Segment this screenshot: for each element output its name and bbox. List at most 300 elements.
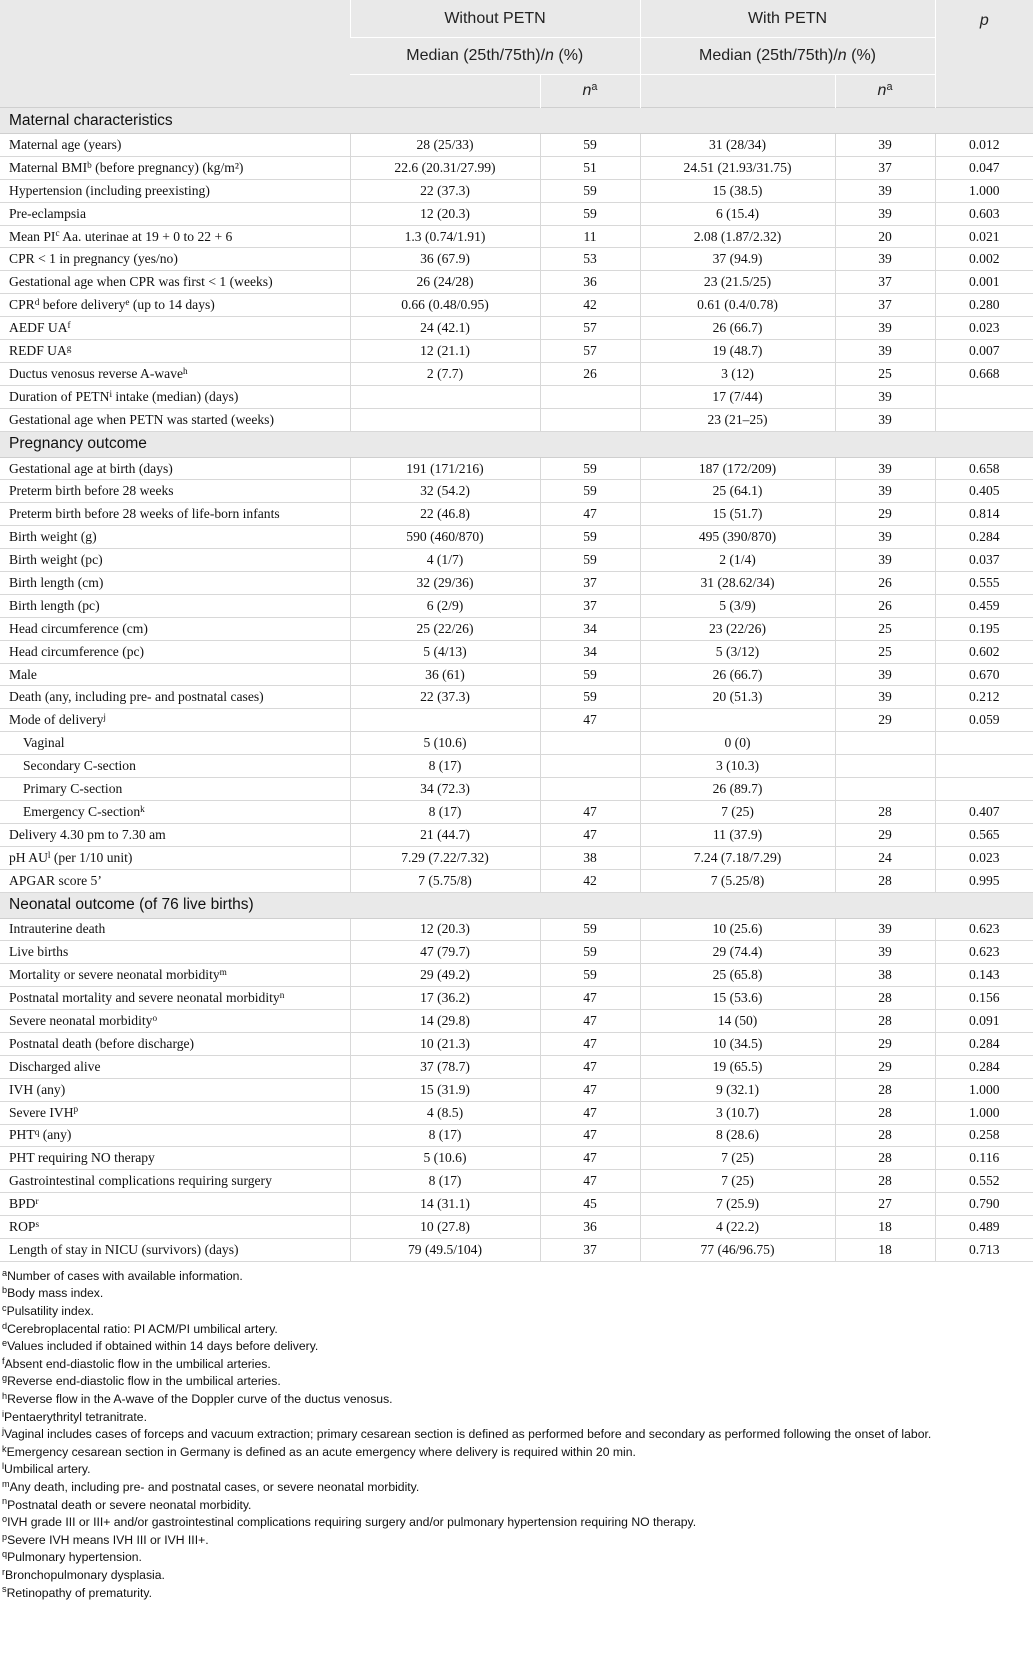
cell-with-n: 25 — [835, 362, 935, 385]
footnote-marker: n — [2, 1496, 8, 1507]
cell-without-median: 5 (10.6) — [350, 732, 540, 755]
cell-p-value: 0.668 — [935, 362, 1033, 385]
cell-with-median: 7 (25.9) — [640, 1193, 835, 1216]
row-label-text: Postnatal mortality and severe neonatal morbidity — [9, 990, 280, 1006]
row-label — [0, 1193, 350, 1216]
footnote-text: Body mass index. — [7, 1286, 104, 1301]
table-row — [0, 526, 1033, 549]
footnote-marker: r — [35, 1195, 39, 1206]
cell-p-value: 0.489 — [935, 1216, 1033, 1239]
footnote — [2, 1356, 1033, 1374]
cell-with-n: 39 — [835, 480, 935, 503]
row-label-text: Maternal age (years) — [9, 136, 122, 152]
cell-with-median: 8 (28.6) — [640, 1124, 835, 1147]
table-row — [0, 294, 1033, 317]
row-label-text: intake (median) (days) — [112, 388, 239, 404]
footnote-text: Cerebroplacental ratio: PI ACM/PI umbilical artery. — [7, 1321, 278, 1336]
footnote-text: Number of cases with available information. — [7, 1268, 243, 1283]
row-label-text: ROP — [9, 1219, 36, 1235]
cell-without-median: 22 (37.3) — [350, 686, 540, 709]
row-label-text: (before pregnancy) (kg/m²) — [91, 159, 244, 175]
row-label — [0, 941, 350, 964]
cell-with-n: 39 — [835, 526, 935, 549]
cell-p-value: 0.407 — [935, 800, 1033, 823]
row-label — [0, 317, 350, 340]
cell-without-n — [540, 408, 640, 431]
cell-with-median: 20 (51.3) — [640, 686, 835, 709]
row-label — [0, 617, 350, 640]
cell-p-value: 0.007 — [935, 340, 1033, 363]
section-title: Maternal characteristics — [0, 108, 1033, 134]
cell-without-n: 59 — [540, 663, 640, 686]
cell-without-n: 47 — [540, 1055, 640, 1078]
cell-without-median — [350, 709, 540, 732]
cell-p-value: 0.212 — [935, 686, 1033, 709]
header-median-label-without: Median (25th/75th)/n (%) — [350, 38, 640, 75]
cell-with-median: 495 (390/870) — [640, 526, 835, 549]
footnote-marker: h — [2, 1390, 8, 1401]
cell-with-n: 39 — [835, 340, 935, 363]
row-label — [0, 156, 350, 179]
footnote-marker: d — [2, 1320, 8, 1331]
row-label-text: Male — [9, 666, 37, 682]
table-row — [0, 317, 1033, 340]
footnote-text: Emergency cesarean section in Germany is defined as an acute emergency where delivery is required within 20 min. — [6, 1444, 636, 1459]
row-label-text: Gestational age at birth (days) — [9, 460, 173, 476]
row-label — [0, 987, 350, 1010]
table-row — [0, 1193, 1033, 1216]
cell-with-median: 7 (25) — [640, 1147, 835, 1170]
cell-with-n: 29 — [835, 1055, 935, 1078]
footnote-text: Vaginal includes cases of forceps and vacuum extraction; primary cesarean section is defined as performed before and secondary as performed following the onset of labor. — [4, 1427, 932, 1442]
table-row — [0, 640, 1033, 663]
table-row — [0, 362, 1033, 385]
footnote — [2, 1268, 1033, 1286]
footnote-marker: f — [2, 1355, 5, 1366]
cell-with-n: 39 — [835, 202, 935, 225]
table-row — [0, 134, 1033, 157]
row-label — [0, 1147, 350, 1170]
header-group-without-petn: Without PETN — [350, 0, 640, 38]
cell-with-median: 31 (28/34) — [640, 134, 835, 157]
cell-p-value: 0.814 — [935, 503, 1033, 526]
cell-p-value: 0.023 — [935, 317, 1033, 340]
cell-p-value: 0.023 — [935, 846, 1033, 869]
row-label — [0, 800, 350, 823]
row-label-text: Mean PI — [9, 228, 56, 244]
footnote — [2, 1461, 1033, 1479]
cell-without-n: 37 — [540, 1238, 640, 1261]
table-row — [0, 1032, 1033, 1055]
footnote-marker: d — [34, 297, 40, 308]
cell-without-median: 8 (17) — [350, 1124, 540, 1147]
footnote-text: Reverse end-diastolic flow in the umbilical arteries. — [7, 1374, 281, 1389]
row-label-text: Maternal BMI — [9, 159, 88, 175]
cell-with-n: 39 — [835, 918, 935, 941]
cell-without-n: 59 — [540, 179, 640, 202]
row-label — [0, 572, 350, 595]
footnote-marker: f — [67, 319, 71, 330]
cell-without-median: 12 (20.3) — [350, 202, 540, 225]
row-label — [0, 686, 350, 709]
cell-without-n: 36 — [540, 271, 640, 294]
footnote-marker: q — [2, 1549, 8, 1560]
footnote-text: Retinopathy of prematurity. — [6, 1585, 152, 1600]
footnote-marker: m — [219, 967, 227, 978]
row-label — [0, 918, 350, 941]
cell-p-value: 0.258 — [935, 1124, 1033, 1147]
cell-p-value: 0.555 — [935, 572, 1033, 595]
row-label-text: Severe IVH — [9, 1104, 74, 1120]
row-label-text: APGAR score 5’ — [9, 872, 102, 888]
table-row — [0, 1124, 1033, 1147]
cell-with-median: 19 (65.5) — [640, 1055, 835, 1078]
row-label — [0, 480, 350, 503]
cell-with-median: 3 (10.3) — [640, 755, 835, 778]
cell-p-value: 0.552 — [935, 1170, 1033, 1193]
footnote-text: Absent end-diastolic flow in the umbilical arteries. — [4, 1356, 271, 1371]
table-row — [0, 1078, 1033, 1101]
footnote — [2, 1497, 1033, 1515]
footnote-marker: p — [2, 1531, 8, 1542]
row-label — [0, 179, 350, 202]
footnote-marker: c — [55, 228, 60, 239]
footnote-text: IVH grade III or III+ and/or gastrointestinal complications requiring surgery and/or pulmonary hypertension requiring NO therapy. — [7, 1515, 697, 1530]
cell-without-n: 59 — [540, 134, 640, 157]
cell-without-median: 32 (29/36) — [350, 572, 540, 595]
cell-without-median: 37 (78.7) — [350, 1055, 540, 1078]
row-label — [0, 1238, 350, 1261]
footnote-marker: e — [125, 297, 130, 308]
table-row — [0, 480, 1033, 503]
row-label-text: Death (any, including pre- and postnatal cases) — [9, 689, 264, 705]
cell-without-median: 29 (49.2) — [350, 964, 540, 987]
cell-without-n: 59 — [540, 549, 640, 572]
cell-without-n: 59 — [540, 480, 640, 503]
table-row — [0, 1147, 1033, 1170]
row-label — [0, 1010, 350, 1033]
row-label-text: pH AU — [9, 849, 48, 865]
cell-p-value: 0.284 — [935, 526, 1033, 549]
header-empty-sub — [640, 75, 835, 108]
cell-with-median: 19 (48.7) — [640, 340, 835, 363]
cell-without-n: 59 — [540, 202, 640, 225]
cell-with-n: 29 — [835, 503, 935, 526]
cell-without-median: 12 (20.3) — [350, 918, 540, 941]
row-label — [0, 594, 350, 617]
row-label-text: Emergency C-section — [23, 803, 141, 819]
table-row — [0, 1170, 1033, 1193]
section-header-row — [0, 431, 1033, 457]
cell-p-value: 0.280 — [935, 294, 1033, 317]
cell-without-median: 12 (21.1) — [350, 340, 540, 363]
cell-without-median: 1.3 (0.74/1.91) — [350, 225, 540, 248]
row-label-text: Gestational age when PETN was started (weeks) — [9, 411, 274, 427]
table-row — [0, 1216, 1033, 1239]
footnote-marker: l — [2, 1461, 5, 1472]
cell-with-n: 24 — [835, 846, 935, 869]
cell-with-n: 39 — [835, 134, 935, 157]
footnote-marker: b — [2, 1285, 8, 1296]
cell-without-median: 32 (54.2) — [350, 480, 540, 503]
cell-with-median: 0.61 (0.4/0.78) — [640, 294, 835, 317]
section-header-row — [0, 108, 1033, 134]
footnote-text: Bronchopulmonary dysplasia. — [5, 1567, 165, 1582]
row-label — [0, 732, 350, 755]
cell-without-median: 21 (44.7) — [350, 823, 540, 846]
cell-p-value: 0.001 — [935, 271, 1033, 294]
table-row — [0, 572, 1033, 595]
cell-with-n: 29 — [835, 1032, 935, 1055]
cell-p-value: 1.000 — [935, 179, 1033, 202]
cell-without-n: 53 — [540, 248, 640, 271]
footnote — [2, 1338, 1033, 1356]
row-label — [0, 202, 350, 225]
cell-with-n: 39 — [835, 686, 935, 709]
row-label — [0, 340, 350, 363]
cell-with-median: 5 (3/12) — [640, 640, 835, 663]
footnote-marker: q — [34, 1127, 40, 1138]
row-label-text: Mode of delivery — [9, 712, 104, 728]
cell-without-n: 59 — [540, 941, 640, 964]
table-row — [0, 800, 1033, 823]
row-label — [0, 385, 350, 408]
footnote-text: Severe IVH means IVH III or IVH III+. — [7, 1532, 209, 1547]
cell-with-median: 77 (46/96.75) — [640, 1238, 835, 1261]
row-label — [0, 248, 350, 271]
cell-p-value: 0.603 — [935, 202, 1033, 225]
cell-with-median: 7 (5.25/8) — [640, 869, 835, 892]
cell-without-median: 26 (24/28) — [350, 271, 540, 294]
row-label-text: Length of stay in NICU (survivors) (days) — [9, 1241, 239, 1257]
cell-without-median: 15 (31.9) — [350, 1078, 540, 1101]
cell-with-median: 15 (38.5) — [640, 179, 835, 202]
footnote — [2, 1391, 1033, 1409]
row-label-text: Live births — [9, 944, 69, 960]
cell-p-value — [935, 385, 1033, 408]
cell-without-n — [540, 732, 640, 755]
footnote-text: Pulmonary hypertension. — [7, 1550, 142, 1565]
cell-with-n: 39 — [835, 248, 935, 271]
cell-p-value: 0.623 — [935, 941, 1033, 964]
footnote-text: Postnatal death or severe neonatal morbidity. — [7, 1497, 252, 1512]
footnote — [2, 1549, 1033, 1567]
cell-without-n: 47 — [540, 1147, 640, 1170]
cell-p-value — [935, 408, 1033, 431]
cell-without-median: 7 (5.75/8) — [350, 869, 540, 892]
cell-without-n: 11 — [540, 225, 640, 248]
cell-with-median: 187 (172/209) — [640, 457, 835, 480]
cell-with-median: 7.24 (7.18/7.29) — [640, 846, 835, 869]
footnote-marker: n — [279, 989, 285, 1000]
row-label-text: Head circumference (pc) — [9, 643, 145, 659]
cell-p-value: 0.670 — [935, 663, 1033, 686]
row-label — [0, 778, 350, 801]
table-row — [0, 385, 1033, 408]
footnote — [2, 1303, 1033, 1321]
row-label-text: Head circumference (cm) — [9, 620, 148, 636]
table-row — [0, 778, 1033, 801]
cell-with-n: 28 — [835, 1101, 935, 1124]
table-row — [0, 823, 1033, 846]
cell-with-median: 7 (25) — [640, 1170, 835, 1193]
cell-p-value: 0.658 — [935, 457, 1033, 480]
cell-without-median: 4 (8.5) — [350, 1101, 540, 1124]
cell-p-value: 0.623 — [935, 918, 1033, 941]
cell-with-n: 28 — [835, 1010, 935, 1033]
cell-with-median — [640, 709, 835, 732]
row-label — [0, 1101, 350, 1124]
cell-with-median: 26 (89.7) — [640, 778, 835, 801]
cell-without-median: 14 (31.1) — [350, 1193, 540, 1216]
row-label-text: Discharged alive — [9, 1058, 101, 1074]
footnote-text: Values included if obtained within 14 days before delivery. — [7, 1339, 319, 1354]
cell-with-n: 25 — [835, 617, 935, 640]
table-row — [0, 964, 1033, 987]
row-label — [0, 408, 350, 431]
row-label-text: (per 1/10 unit) — [50, 849, 133, 865]
cell-with-median: 17 (7/44) — [640, 385, 835, 408]
header-n-without: $n^a$ — [540, 75, 640, 108]
cell-p-value — [935, 755, 1033, 778]
header-n-with: $n^a$ — [835, 75, 935, 108]
row-label — [0, 294, 350, 317]
row-label-text: Pre-eclampsia — [9, 205, 86, 221]
section-header-row — [0, 892, 1033, 918]
cell-with-n: 28 — [835, 1078, 935, 1101]
row-label-text: Mortality or severe neonatal morbidity — [9, 967, 220, 983]
cell-with-median: 25 (64.1) — [640, 480, 835, 503]
cell-with-n: 38 — [835, 964, 935, 987]
cell-p-value: 0.059 — [935, 709, 1033, 732]
footnote — [2, 1585, 1033, 1603]
cell-without-median: 24 (42.1) — [350, 317, 540, 340]
cell-with-n: 39 — [835, 663, 935, 686]
header-blank-cell — [0, 0, 350, 108]
cell-with-median: 3 (12) — [640, 362, 835, 385]
footnote-marker: l — [47, 849, 51, 860]
row-label — [0, 823, 350, 846]
cell-p-value: 0.021 — [935, 225, 1033, 248]
row-label — [0, 1032, 350, 1055]
table-row — [0, 686, 1033, 709]
cell-with-n: 26 — [835, 594, 935, 617]
cell-without-n: 47 — [540, 1032, 640, 1055]
cell-p-value: 0.195 — [935, 617, 1033, 640]
cell-with-median: 3 (10.7) — [640, 1101, 835, 1124]
header-p-value: p — [935, 0, 1033, 108]
cell-without-median: 2 (7.7) — [350, 362, 540, 385]
row-label — [0, 362, 350, 385]
table-row — [0, 271, 1033, 294]
row-label-text: Severe neonatal morbidity — [9, 1013, 153, 1028]
cell-p-value: 0.047 — [935, 156, 1033, 179]
row-label-text: BPD — [9, 1196, 36, 1212]
cell-p-value: 0.012 — [935, 134, 1033, 157]
cell-without-median: 79 (49.5/104) — [350, 1238, 540, 1261]
cell-p-value: 0.713 — [935, 1238, 1033, 1261]
table-row — [0, 340, 1033, 363]
cell-p-value: 0.143 — [935, 964, 1033, 987]
cell-p-value: 0.156 — [935, 987, 1033, 1010]
cell-without-median: 8 (17) — [350, 755, 540, 778]
cell-with-n: 18 — [835, 1238, 935, 1261]
cell-without-n — [540, 755, 640, 778]
row-label-text: Postnatal death (before discharge) — [9, 1035, 195, 1051]
cell-without-median — [350, 408, 540, 431]
cell-without-median: 34 (72.3) — [350, 778, 540, 801]
cell-with-median: 10 (25.6) — [640, 918, 835, 941]
footnote — [2, 1409, 1033, 1427]
cell-p-value — [935, 778, 1033, 801]
row-label — [0, 1078, 350, 1101]
table-row — [0, 594, 1033, 617]
cell-with-median: 26 (66.7) — [640, 663, 835, 686]
cell-without-n: 47 — [540, 987, 640, 1010]
footnote-text: Pentaerythrityl tetranitrate. — [4, 1409, 147, 1424]
cell-p-value: 0.091 — [935, 1010, 1033, 1033]
cell-without-n: 47 — [540, 1170, 640, 1193]
cell-p-value: 1.000 — [935, 1101, 1033, 1124]
cell-with-median: 15 (51.7) — [640, 503, 835, 526]
cell-with-n: 29 — [835, 709, 935, 732]
row-label — [0, 134, 350, 157]
cell-with-n: 37 — [835, 294, 935, 317]
cell-without-n: 59 — [540, 457, 640, 480]
cell-with-n: 20 — [835, 225, 935, 248]
footnote-marker: g — [2, 1373, 8, 1384]
section-title: Pregnancy outcome — [0, 431, 1033, 457]
footnote-marker: c — [2, 1302, 7, 1313]
cell-with-median: 23 (22/26) — [640, 617, 835, 640]
cell-without-n: 47 — [540, 1010, 640, 1033]
cell-without-n: 36 — [540, 1216, 640, 1239]
row-label-text: Birth weight (g) — [9, 529, 97, 545]
cell-with-median: 24.51 (21.93/31.75) — [640, 156, 835, 179]
footnote-marker: b — [87, 159, 92, 170]
cell-with-n: 39 — [835, 317, 935, 340]
cell-without-median: 590 (460/870) — [350, 526, 540, 549]
row-label-text: before delivery — [39, 297, 126, 313]
footnote-marker: s — [35, 1218, 40, 1229]
cell-without-median: 5 (10.6) — [350, 1147, 540, 1170]
table-row — [0, 225, 1033, 248]
cell-without-n: 59 — [540, 918, 640, 941]
cell-without-median: 22 (46.8) — [350, 503, 540, 526]
header-median-label-with: Median (25th/75th)/n (%) — [640, 38, 935, 75]
footnote-text: Any death, including pre- and postnatal cases, or severe neonatal morbidity. — [9, 1479, 420, 1494]
cell-without-median: 7.29 (7.22/7.32) — [350, 846, 540, 869]
cell-with-n: 18 — [835, 1216, 935, 1239]
cell-without-n: 47 — [540, 800, 640, 823]
cell-with-n: 28 — [835, 869, 935, 892]
table-row — [0, 732, 1033, 755]
row-label-text: Intrauterine death — [9, 921, 106, 937]
table-row — [0, 1238, 1033, 1261]
cell-without-median: 5 (4/13) — [350, 640, 540, 663]
cell-without-n — [540, 385, 640, 408]
row-label-text: PHT — [9, 1127, 35, 1143]
cell-with-median: 31 (28.62/34) — [640, 572, 835, 595]
cell-without-median: 8 (17) — [350, 1170, 540, 1193]
table-row — [0, 248, 1033, 271]
cell-without-n: 38 — [540, 846, 640, 869]
cell-without-n: 42 — [540, 869, 640, 892]
row-label-text: Hypertension (including preexisting) — [9, 182, 210, 198]
cell-with-n — [835, 755, 935, 778]
row-label-text: Aa. uterinae at 19 + 0 to 22 + 6 — [59, 228, 233, 244]
row-label-text: (up to 14 days) — [129, 297, 215, 313]
